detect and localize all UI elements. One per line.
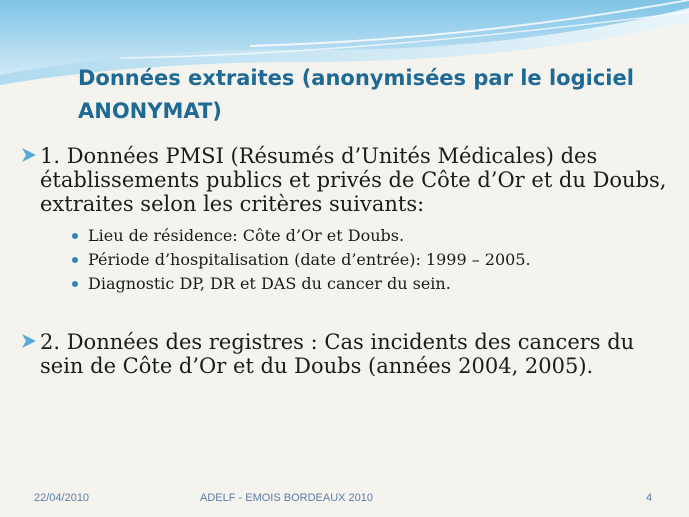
arrow-bullet-icon bbox=[20, 146, 38, 164]
slide-content bbox=[20, 144, 670, 378]
sub-bullet-item bbox=[68, 224, 670, 248]
footer-conference: ADELF - EMOIS BORDEAUX 2010 bbox=[200, 492, 373, 504]
arrow-bullet-icon bbox=[20, 332, 38, 350]
sub-bullet-text: Période d’hospitalisation (date d’entrée): 1999 – 2005. bbox=[88, 250, 531, 269]
bullet-item-1 bbox=[20, 144, 670, 296]
dot-bullet-icon bbox=[72, 281, 78, 287]
dot-bullet-icon bbox=[72, 257, 78, 263]
bullet-text-2: 2. Données des registres : Cas incidents des cancers du sein de Côte d’Or et du Doubs (années 2004, 2005). bbox=[40, 330, 635, 378]
page-number: 4 bbox=[646, 492, 653, 504]
bullet-item-2 bbox=[20, 330, 670, 378]
sub-bullet-list bbox=[68, 224, 670, 296]
bullet-text-1: 1. Données PMSI (Résumés d’Unités Médicales) des établissements publics et privés de Côte d’Or et du Doubs, extraites selon les critères suivants: bbox=[40, 144, 667, 216]
slide-title: Données extraites (anonymisées par le logiciel ANONYMAT) bbox=[78, 66, 634, 123]
sub-bullet-text: Lieu de résidence: Côte d’Or et Doubs. bbox=[88, 226, 405, 245]
sub-bullet-text: Diagnostic DP, DR et DAS du cancer du sein. bbox=[88, 274, 451, 293]
sub-bullet-item bbox=[68, 248, 670, 272]
dot-bullet-icon bbox=[72, 233, 78, 239]
footer-date: 22/04/2010 bbox=[34, 492, 90, 504]
sub-bullet-item bbox=[68, 272, 670, 296]
